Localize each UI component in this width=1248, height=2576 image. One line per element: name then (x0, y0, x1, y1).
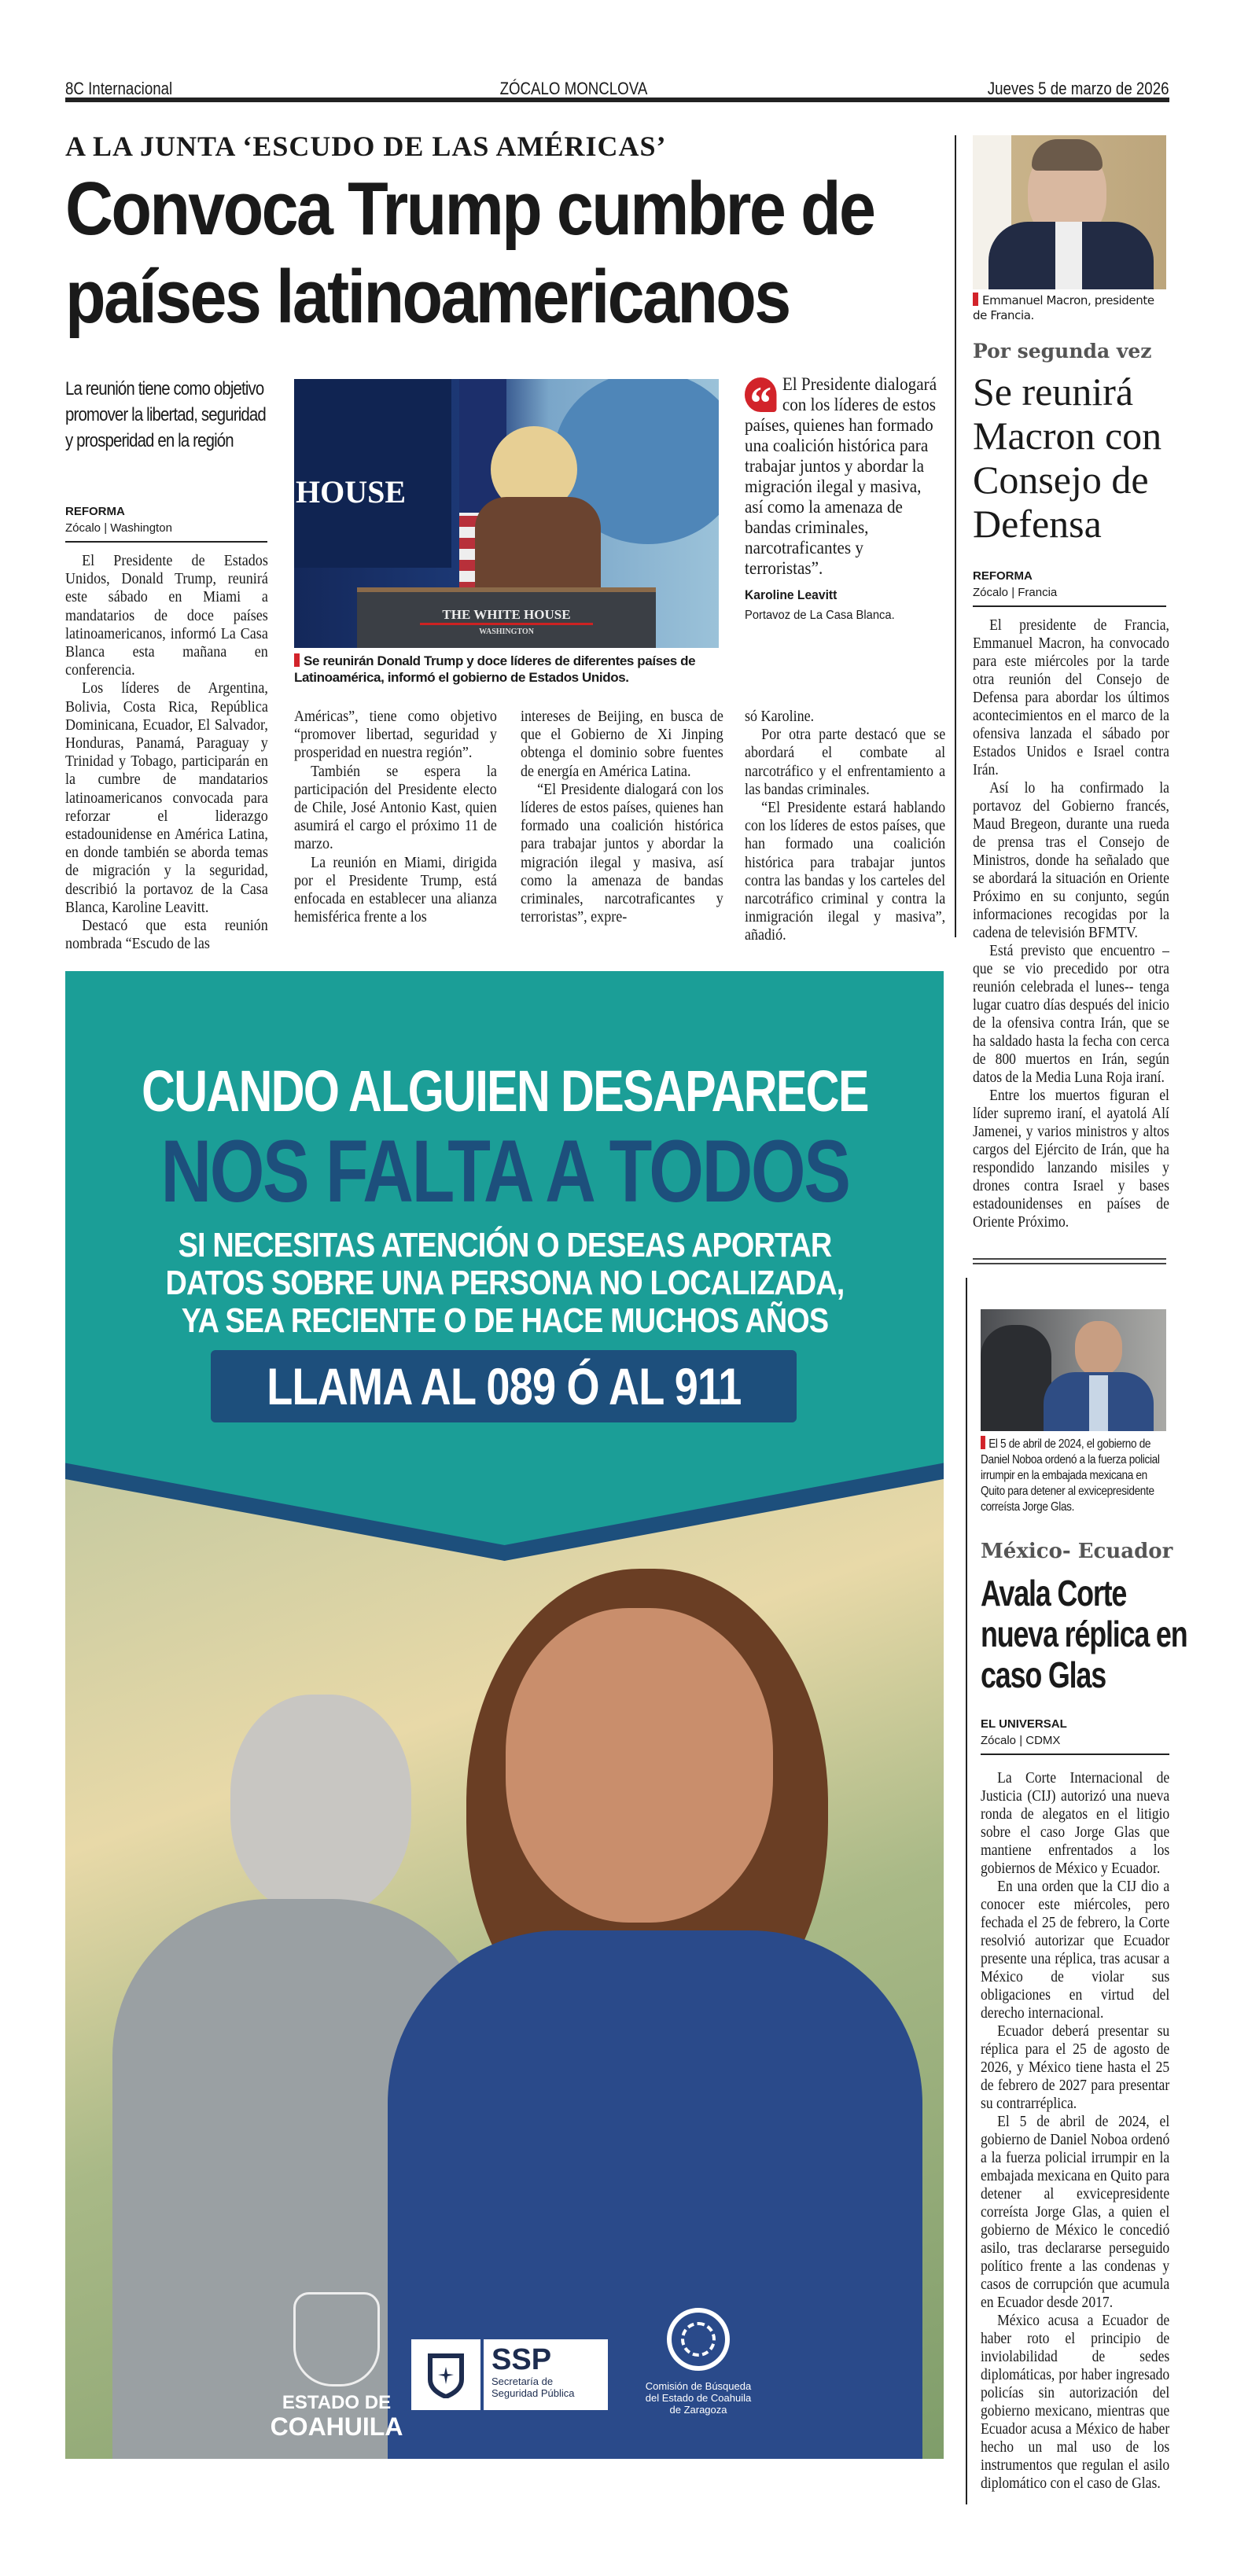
macron-kicker: Por segunda vez (973, 340, 1152, 362)
logo-text: Secretaría de (491, 2375, 554, 2387)
newspaper-name: ZÓCALO MONCLOVA (499, 79, 648, 98)
macron-photo-caption (973, 293, 1169, 323)
byline-source: REFORMA (65, 505, 125, 518)
column-divider (966, 1278, 967, 2504)
byline-source: EL UNIVERSAL (981, 1717, 1067, 1731)
caption-text: Emmanuel Macron, presidente de Francia. (973, 293, 1154, 322)
paragraph: Por otra parte destacó que se abordará el combate al narcotráfico y el enfrentamiento a las bandas criminales. (745, 726, 946, 798)
ad-woman (506, 1608, 773, 1923)
quote-author: Karoline Leavitt (745, 587, 838, 602)
ad-body (165, 1227, 844, 1340)
ad-headline-line1: CUANDO ALGUIEN DESAPARECE (141, 1058, 868, 1124)
paragraph: La reunión en Miami, dirigida por el Presidente Trump, está enfocada en establecer una alianza hemisférica frente a los (294, 853, 497, 926)
ad-body-line: SI NECESITAS ATENCIÓN O DESEAS APORTAR (178, 1226, 831, 1264)
headline-line: Convoca Trump cumbre de (65, 167, 874, 251)
glas-byline (981, 1716, 1169, 1755)
comision-busqueda-logo (616, 2380, 781, 2416)
ad-call-to-action: LLAMA AL 089 Ó AL 911 (266, 1357, 742, 1415)
glas-headline: Avala Corte nueva réplica en caso Glas (981, 1573, 1187, 1695)
main-body-col1 (65, 552, 268, 953)
macron-byline (973, 568, 1166, 607)
white-house-photo (294, 379, 719, 648)
logo-text: Seguridad Pública (491, 2387, 575, 2399)
quote-icon: “ (745, 377, 776, 412)
logo-text: ESTADO DE (282, 2392, 392, 2413)
paragraph: Destacó que esta reunión nombrada “Escudo de las (65, 917, 268, 953)
quote-author-role: Portavoz de La Casa Blanca. (745, 609, 895, 622)
ad-body-line: DATOS SOBRE UNA PERSONA NO LOCALIZADA, (165, 1264, 844, 1302)
caption-marker-icon (981, 1436, 985, 1449)
macron-headline: Se reunirá Macron con Consejo de Defensa (973, 370, 1162, 546)
logo-text: del Estado de Coahuila (645, 2392, 752, 2404)
glas-kicker: México- Ecuador (981, 1540, 1173, 1563)
main-headline (65, 165, 965, 341)
byline-dateline: Zócalo | CDMX (981, 1734, 1061, 1747)
caption-marker-icon (294, 653, 300, 667)
logo-text: Comisión de Búsqueda (645, 2380, 752, 2392)
paragraph: Ecuador deberá presentar su réplica para el 25 de agosto de 2026, y México tiene hasta el 25 de febrero de 2027 para presentar su contrarréplica. (981, 2022, 1170, 2112)
paragraph: Así lo ha confirmado la portavoz del Gobierno francés, Maud Bregeon, durante una rueda de prensa tras el Consejo de Ministros, donde ha señalado que se abordará la situación en Oriente Próximo en su conjunto, según informaciones recogidas por la cadena de televisión BFMTV. (973, 779, 1169, 941)
main-byline (65, 503, 267, 543)
caption-text: Se reunirán Donald Trump y doce líderes de diferentes países de Latinoamérica, informó el gobierno de Estados Unidos. (294, 653, 696, 685)
glas-photo-caption (981, 1436, 1169, 1515)
paragraph: El 5 de abril de 2024, el gobierno de Daniel Noboa ordenó a la fuerza policial irrumpir en la embajada mexicana en Quito para detener al exvicepresidente correísta Jorge Glas, a quien el gobierno de México le concedió asilo, tras declararse perseguido político frente a las condenas y casos de corrupción que acumula en Ecuador desde 2017. (981, 2113, 1170, 2311)
paragraph: El presidente de Francia, Emmanuel Macron, ha convocado para este miércoles por la tarde otra reunión del Consejo de Defensa para abordar los últimos acontecimientos en el marco de la ofensiva lanzada el sábado por Estados Unidos e Israel contra Irán. (973, 616, 1169, 778)
caption-marker-icon (973, 293, 978, 306)
paragraph: En una orden que la CIJ dio a conocer este miércoles, pero fechada el 25 de febrero, la Corte resolvió autorizar que Ecuador presente una réplica, tras acusar a México de violar sus obligaciones en virtud del derecho internacional. (981, 1878, 1170, 2022)
paragraph: só Karoline. (745, 708, 815, 725)
caption-text: El 5 de abril de 2024, el gobierno de Daniel Noboa ordenó a la fuerza policial irrumpir en la embajada mexicana en Quito para detener al exvicepresidente correísta Jorge Glas. (981, 1437, 1160, 1514)
logo-text: de Zaragoza (669, 2404, 727, 2416)
logo-text: SSP (491, 2343, 552, 2376)
section-label: 8C Internacional (65, 79, 173, 98)
paragraph: Los líderes de Argentina, Bolivia, Costa Rica, República Dominicana, Ecuador, El Salvador, Honduras, Panamá, Paraguay y Trinidad y Tobago, participarán en la cumbre de mandatarios latinoamericanos convocada para reforzar el liderazgo estadounidense en América Latina, en donde también se aborda temas de migración y la seguridad, describió la portavoz de la Casa Blanca, Karoline Leavitt. (65, 679, 268, 916)
main-kicker: A LA JUNTA ‘ESCUDO DE LAS AMÉRICAS’ (65, 131, 667, 162)
paragraph: También se espera la participación del Presidente electo de Chile, José Antonio Kast, quien asumirá el cargo el próximo 11 de marzo. (294, 762, 497, 853)
missing-persons-ad (65, 971, 944, 2459)
ssp-logo (411, 2339, 608, 2410)
paragraph: “El Presidente estará hablando con los líderes de estos países, que han formado una coalición histórica para trabajar juntos contra las bandas y los carteles del narcotráfico criminal y contra la inmigración ilegal y masiva”, añadió. (745, 799, 946, 944)
paragraph: Américas”, tiene como objetivo “promover libertad, seguridad y prosperidad en nuestra región”. (294, 708, 497, 762)
ad-body-line: YA SEA RECIENTE O DE HACE MUCHOS AÑOS (181, 1301, 828, 1340)
comision-busqueda-icon (667, 2308, 730, 2371)
podium-subtext: WASHINGTON (479, 627, 534, 636)
byline-dateline: Zócalo | Francia (973, 586, 1058, 599)
macron-body (973, 616, 1169, 1231)
main-body-col4 (745, 708, 945, 945)
logo-text: COAHUILA (270, 2412, 403, 2441)
paragraph: México acusa a Ecuador de haber roto el principio de inviolabilidad de sedes diplomáticas, por haber ingresado policías sin autorización del gobierno mexicano, mientras que Ecuador acusa a México de haber hecho un mal uso de los instrumentos que regulan el asilo diplomático con el caso de Glas. (981, 2312, 1170, 2492)
podium-text: THE WHITE HOUSE (420, 607, 593, 625)
glas-body (981, 1769, 1169, 2493)
column-divider (955, 135, 956, 937)
ad-headline-line2: NOS FALTA A TODOS (160, 1122, 849, 1220)
paragraph: intereses de Beijing, en busca de que el Gobierno de Xi Jinping obtenga el dominio sobre fuentes de energía en América Latina. (521, 708, 723, 780)
headline-line: países latinoamericanos (65, 255, 790, 339)
glas-photo (981, 1309, 1166, 1431)
shield-star-icon (411, 2339, 480, 2410)
paragraph: Está previsto que encuentro –que se vio precedido por otra reunión celebrada el lunes-- tenga lugar cuatro días después del inicio de la ofensiva contra Irán, que se ha saldado hasta la fecha con cerca de 800 muertos en Irán, según datos de la Media Luna Roja iraní. (973, 942, 1169, 1086)
quote-text: El Presidente dialogará con los líderes de estos países, quienes han formado una coalición histórica para trabajar juntos y abordar la migración ilegal y masiva, así como la amenaza de bandas criminales, narcotraficantes y terroristas”. (745, 374, 937, 578)
main-body-col2 (294, 708, 497, 926)
paragraph: Entre los muertos figuran el líder supremo iraní, el ayatolá Alí Jamenei, y varios ministros y altos cargos del Ejército de Irán, que ha respondido lanzando misiles y drones contra Israel y bases estadounidenses en países de Oriente Próximo. (973, 1087, 1169, 1231)
ad-cta-box (211, 1350, 797, 1422)
paragraph: “El Presidente dialogará con los líderes de estos países, quienes han formado una coalición histórica para trabajar juntos y abordar la migración ilegal y masiva, así como la amenaza de bandas criminales, narcotraficantes y terroristas”, expre- (521, 780, 723, 926)
main-photo-caption (294, 653, 723, 686)
main-dek: La reunión tiene como objetivo promover la libertad, seguridad y prosperidad en la región (65, 378, 266, 451)
page-header (65, 79, 1169, 102)
pull-quote (745, 374, 943, 626)
screen-text: HOUSE (296, 474, 407, 510)
section-divider (973, 1258, 1166, 1264)
coahuila-seal-icon (293, 2292, 380, 2386)
macron-photo (973, 135, 1166, 289)
coahuila-logo (266, 2391, 407, 2441)
ad-child (230, 1695, 411, 1915)
ad-photo (65, 1459, 944, 2459)
byline-source: REFORMA (973, 569, 1033, 583)
paragraph: El Presidente de Estados Unidos, Donald Trump, reunirá este sábado en Miami a mandatarios de doce países latinoamericanos, informó La Casa Blanca esta mañana en conferencia. (65, 552, 268, 679)
paragraph: La Corte Internacional de Justicia (CIJ) autorizó una nueva ronda de alegatos en el litigio sobre el caso Jorge Glas que mantiene enfrentados a los gobiernos de México y Ecuador. (981, 1769, 1170, 1877)
main-body-col3 (521, 708, 723, 926)
issue-date: Jueves 5 de marzo de 2026 (988, 79, 1169, 98)
byline-dateline: Zócalo | Washington (65, 521, 172, 535)
